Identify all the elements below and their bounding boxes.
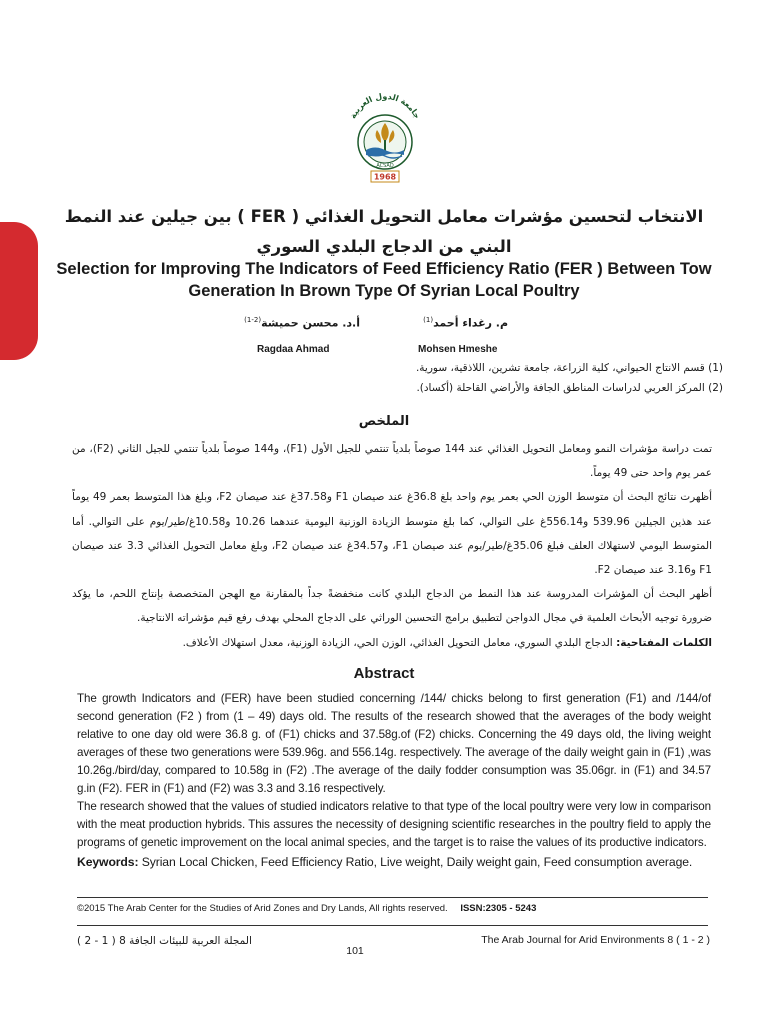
english-abstract-paragraph: The growth Indicators and (FER) have been studied concerning /144/ chicks belong to first generation (F1) and /144/of second generation (F2 ) from (1 – 49) days old. The results of the research showed that the averages of the body weight relative to one day old were 36.8 g. of (F1) chicks and 37.58g.of (F2) chicks. Concerning the 49 days old, the living weight averages of these two generations were 539.96g. and 556.14g. respectively. The average of the daily weight gain in (F1) ,was 10.26g./bird/day, compared to 10.58g in (F2) .The average of the daily fodder consumption was 35.06gr. in (F1) and 34.57 g.in (F2). FER in (F1) and (F2) was 3.3 and 3.16 respectively. [77,692,711,795]
arabic-abstract-paragraph: أظهر البحث أن المؤشرات المدروسة عند هذا النمط من الدجاج البلدي كانت منخفضةً جداً بالمقارنة مع الهجن المتخصصة بإنتاج اللحم، ما يؤكد ضرورة توجيه الأبحاث العلمية في مجال الدواجن لتطبيق برامج التحسين الوراثي على الدجاج المحلي بهدف رفع قيم مؤشراته الانتاجية. [72,588,712,625]
footer-divider-bottom [77,925,708,926]
arabic-keywords-text: الدجاج البلدي السوري، معامل التحويل الغذائي، الوزن الحي، الزيادة الوزنية، معدل استهلاك الأعلاف. [182,636,613,649]
journal-name-ar: المجلة العربية للبيئات الجافة 8 ( 1 - 2 ) [77,935,252,947]
logo-acronym: ACSAD [376,163,394,169]
english-abstract-paragraph: The research showed that the values of studied indicators relative to that type of the local poultry were very low in comparison with the meat production hybrids. This assures the necessity of designing scientific researches in the poultry field to apply the programs of genetic improvement on the local animal species, and the target is to raise the values of its productive indicators. [77,800,711,849]
arabic-abstract-paragraph: تمت دراسة مؤشرات النمو ومعامل التحويل الغذائي عند 144 صوصاً بلدياً تنتمي للجيل الأول (F1)، و144 صوصاً بلدياً تنتمي للجيل الثاني (F2)، من عمر يوم واحد حتى 49 يوماً. [72,443,712,480]
english-keywords [77,853,711,871]
arabic-abstract [72,437,712,655]
copyright-text: ©2015 The Arab Center for the Studies of Arid Zones and Dry Lands, All rights reserved. [77,903,448,914]
english-abstract [77,690,711,871]
english-abstract-heading: Abstract [353,665,415,682]
page-number: 101 [346,945,364,957]
english-title: Selection for Improving The Indicators of Feed Efficiency Ratio (FER ) Between Tow Generation In Brown Type Of Syrian Local Poultry [56,260,712,300]
arabic-keywords-label: الكلمات المفتاحية: [616,636,712,649]
arabic-abstract-heading: الملخص [358,414,410,429]
affiliation-2: (2) المركز العربي لدراسات المناطق الجافة والأراضي القاحلة (أكساد). [416,382,723,394]
arabic-keywords [72,631,712,655]
copyright-line [77,903,536,914]
issn: ISSN:2305 - 5243 [460,903,537,914]
arabic-abstract-paragraph: أظهرت نتائج البحث أن متوسط الوزن الحي بعمر يوم واحد بلغ 36.8غ عند صيصان F1 و37.58غ عند صيصان F2، وبلغ هذا المتوسط بعمر 49 يوماً عند هذين الجيلين 539.96 و556.14غ على التوالي، كما بلغ متوسط الزيادة الوزنية اليومية عندهما 10.26 و10.58غ/طير/يوم على التوالي. أما المتوسط اليومي لاستهلاك العلف فبلغ 35.06غ/طير/يوم عند صيصان F1، و34.57غ عند صيصان F2، وبلغ معامل التحويل الغذائي 3.3 عند صيصان F1 و3.16 عند صيصان F2. [72,491,712,577]
logo-year: 1968 [373,172,397,182]
author-2-en: Mohsen Hmeshe [418,344,498,355]
author-1-ar: م. رغداء أحمد$^{(1)}$ [423,316,508,330]
side-color-tab [0,222,38,360]
acsad-logo [344,88,426,192]
svg-text:جامعة الدول العربية [348,92,422,120]
logo-arc-text: جامعة الدول العربية [348,91,422,121]
footer-divider-top [77,897,708,898]
journal-name-en: The Arab Journal for Arid Environments 8 ( 1 - 2 ) [481,934,710,946]
affiliation-1: (1) قسم الانتاج الحيواني، كلية الزراعة، جامعة تشرين، اللاذقية، سورية. [415,362,723,374]
arabic-title: الانتخاب لتحسين مؤشرات معامل التحويل الغذائي ( FER ) بين جيلين عند النمط البني من الدجاج البلدي السوري [64,207,704,256]
english-keywords-label: Keywords: [77,855,139,869]
author-1-en: Ragdaa Ahmad [257,344,330,355]
author-2-ar: أ.د. محسن حميشة$^{(2-1)}$ [244,316,360,330]
english-keywords-text: Syrian Local Chicken, Feed Efficiency Ratio, Live weight, Daily weight gain, Feed consumption average. [141,855,693,869]
